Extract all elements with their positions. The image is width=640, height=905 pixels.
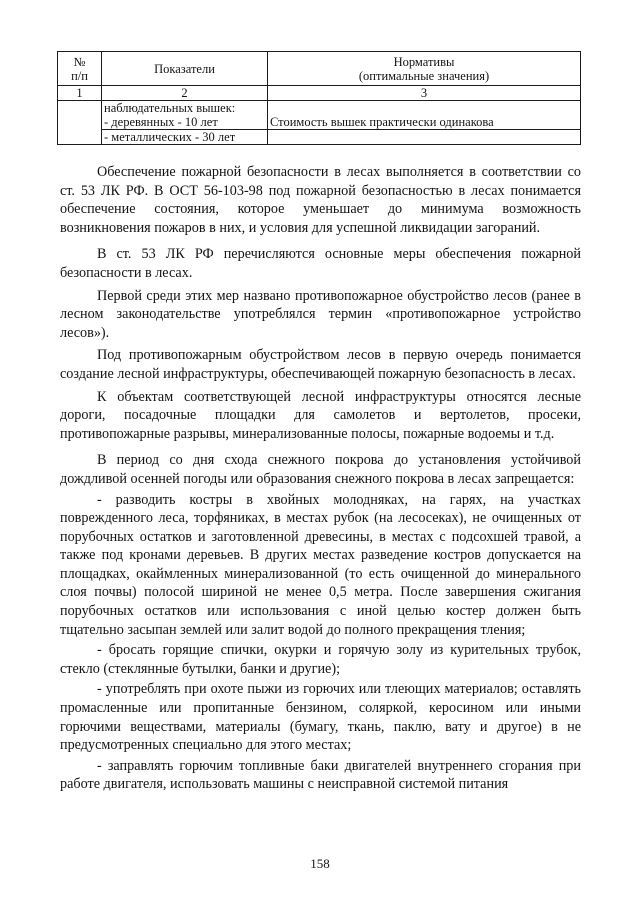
indicator-cell	[102, 101, 268, 145]
table-header-row	[58, 52, 581, 86]
col-norm-header: Нормативы (оптимальные значения)	[268, 52, 581, 86]
paragraph-10: - заправлять горючим топливные баки двигателей внутреннего сгорания при работе двигателя, использовать машины с неисправной системой питания	[60, 757, 581, 793]
norm-value-cell	[268, 101, 581, 145]
col-number-2: 2	[102, 86, 268, 101]
row-number-cell	[58, 101, 102, 145]
paragraph-6: В период со дня схода снежного покрова до установления устойчивой дождливой осенней погоды или образования снежного покрова в лесах запрещается:	[60, 452, 581, 487]
body-text	[60, 163, 581, 794]
col-number-3: 3	[268, 86, 581, 101]
paragraph-9: - употреблять при охоте пыжи из горючих или тлеющих материалов; оставлять промасленные или пропитанные бензином, соляркой, керосином или иными горючими веществами, материалы (бумагу, ткань, паклю, вату и другое) в не предусмотренных специально для этого местах;	[60, 681, 581, 754]
col-number-1: 1	[58, 86, 102, 101]
paragraph-5: К объектам соответствующей лесной инфраструктуры относятся лесные дороги, посадочные площадки для самолетов и вертолетов, просеки, противопожарные разрывы, минерализованные полосы, пожарные водоемы и т.д.	[60, 388, 581, 442]
page-number: 158	[310, 856, 330, 871]
norm-value: Стоимость вышек практически одинакова	[270, 115, 494, 129]
table-column-numbers-row	[58, 86, 581, 101]
paragraph-3: Первой среди этих мер названо противопожарное обустройство лесов (ранее в лесном законодательстве употреблялся термин «противопожарное устройство лесов»).	[60, 287, 581, 341]
norms-table	[57, 51, 581, 145]
paragraph-8: - бросать горящие спички, окурки и горячую золу из курительных трубок, стекло (стеклянные бутылки, банки и другие);	[60, 642, 581, 677]
paragraph-7: - разводить костры в хвойных молодняках, на гарях, на участках поврежденного леса, торфяниках, в местах рубок (на лесосеках), не очищенных от порубочных остатков и заготовленной древесины, в местах с подсохшей травой, а также под кронами деревьев. В других местах разведение костров допускается на площадках, окаймленных минерализованной (то есть очищенной до минерального слоя почвы) полосой шириной не менее 0,5 метра. После завершения сжигания порубочных остатков или использования с иной целью костер должен быть тщательно засыпан землей или залит водой до полного прекращения тления;	[60, 491, 581, 638]
paragraph-4: Под противопожарным обустройством лесов в первую очередь понимается создание лесной инфраструктуры, обеспечивающей пожарную безопасность в лесах.	[60, 347, 581, 382]
table-row	[58, 101, 581, 145]
indicator-title: наблюдательных вышек:	[104, 101, 236, 115]
paragraph-1: Обеспечение пожарной безопасности в лесах выполняется в соответствии со ст. 53 ЛК РФ. В ОСТ 56-103-98 под пожарной безопасностью в лесах понимается обеспечение состояния, которое уменьшает до минимума возможность возникновения пожаров в них, и условия для успешной ликвидации загораний.	[60, 164, 581, 236]
col-number-header: № п/п	[58, 52, 102, 86]
indicator-metal: - металлических - 30 лет	[102, 129, 267, 144]
indicator-wood: - деревянных - 10 лет	[104, 115, 218, 129]
paragraph-2: В ст. 53 ЛК РФ перечисляются основные меры обеспечения пожарной безопасности в лесах.	[60, 246, 581, 281]
col-indicator-header: Показатели	[102, 52, 268, 86]
